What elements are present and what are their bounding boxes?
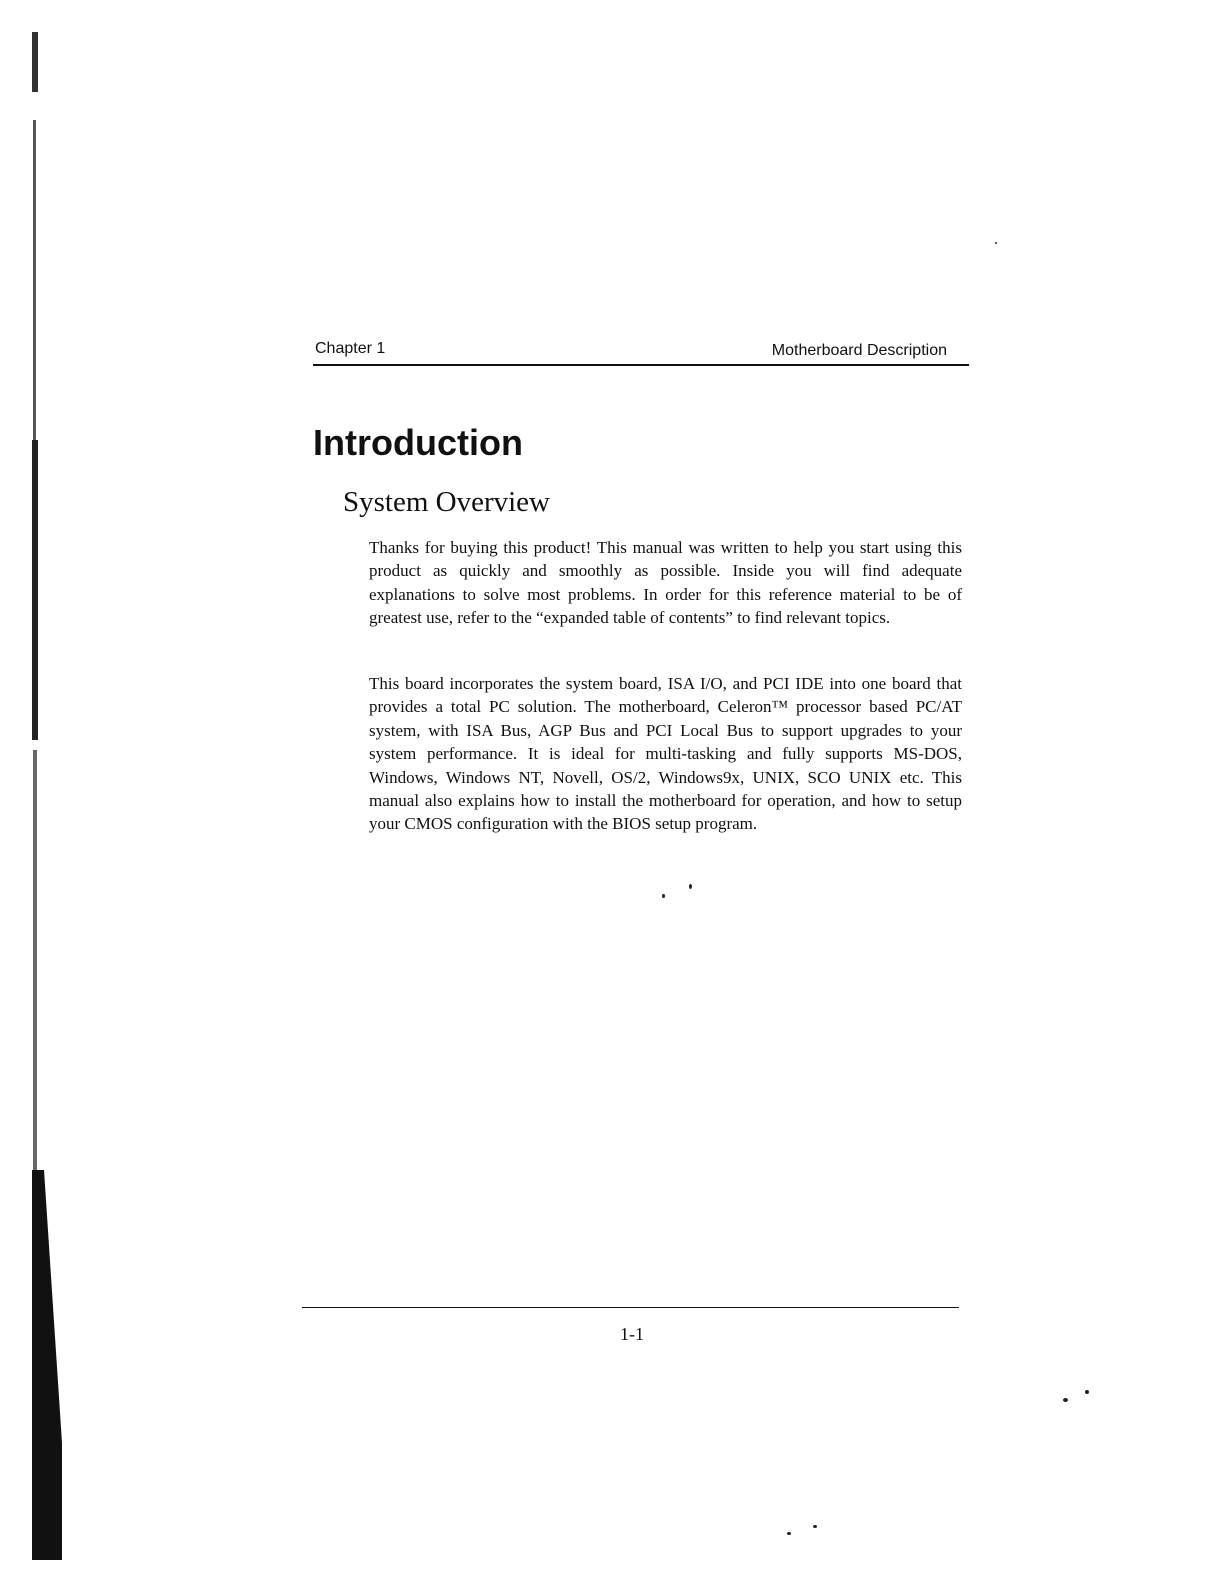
footer-rule: [302, 1307, 959, 1308]
scan-speck: [813, 1525, 817, 1528]
header-chapter-label: Chapter 1: [315, 340, 386, 357]
paragraph-intro: Thanks for buying this product! This manual was written to help you start using this product as quickly and smoothly as possible. Inside you will find adequate explanations to solve most problems. In order for this reference material to be of greatest use, refer to the “expanded table of contents” to find relevant topics.: [369, 538, 962, 628]
header-section-label: Motherboard Description: [771, 342, 947, 359]
scan-speck: [787, 1532, 791, 1535]
page-number: 1-1: [620, 1324, 644, 1344]
section-title: System Overview: [343, 486, 550, 518]
scan-edge-shadow: [32, 30, 94, 1560]
scan-speck: [1085, 1390, 1089, 1394]
running-header: [313, 338, 969, 366]
chapter-title: Introduction: [313, 422, 523, 463]
scan-speck: [689, 884, 692, 889]
scan-speck: [995, 242, 997, 244]
paragraph-board-description: This board incorporates the system board, ISA I/O, and PCI IDE into one board that provides a total PC solution. The motherboard, Celeron™ processor based PC/AT system, with ISA Bus, AGP Bus and PCI Local Bus to support upgrades to your system performance. It is ideal for multi-tasking and fully supports MS-DOS, Windows, Windows NT, Novell, OS/2, Windows9x, UNIX, SCO UNIX etc. This manual also explains how to install the motherboard for operation, and how to setup your CMOS configuration with the BIOS setup program.: [369, 674, 962, 834]
scan-speck: [1063, 1398, 1068, 1402]
scan-speck: [662, 894, 665, 898]
